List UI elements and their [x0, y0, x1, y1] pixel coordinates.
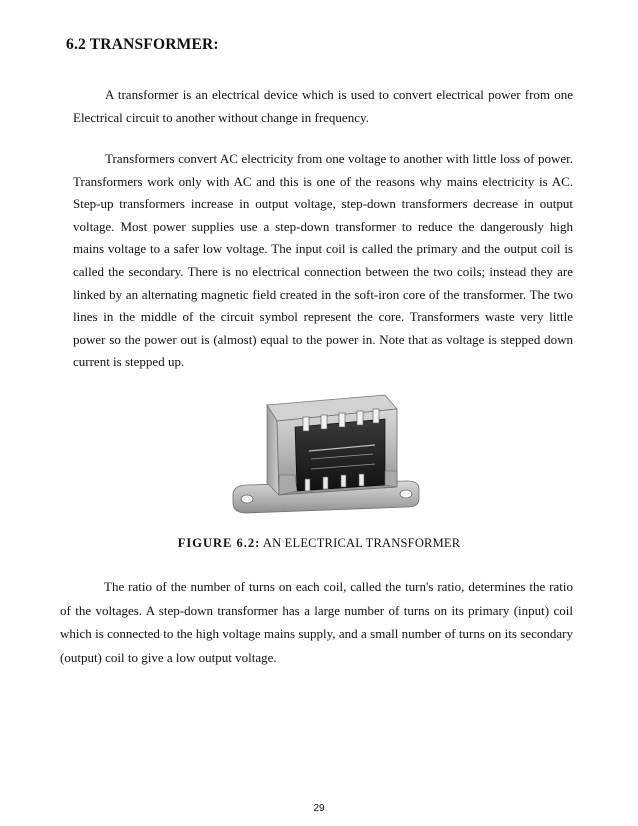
- figure-caption: [0, 536, 638, 551]
- paragraph-turns-ratio: The ratio of the number of turns on each coil, called the turn's ratio, determines the ratio of the voltages. A step-down transformer has a large number of turns on its primary (input) coil which is connected to the high voltage mains supply, and a small number of turns on its secondary (output) coil to give a low output voltage.: [60, 579, 573, 665]
- section-heading: 6.2 TRANSFORMER:: [66, 36, 219, 53]
- page-number: 29: [313, 803, 325, 814]
- paragraph-operation: Transformers convert AC electricity from one voltage to another with little loss of power. Transformers work only with AC and this is one of the reasons why mains electricity is AC. Step-up transformers increase in output voltage, step-down transformers decrease in output voltage. Most power supplies use a step-down transformer to reduce the dangerously high mains voltage to a safer low voltage. The input coil is called the primary and the output coil is called the secondary. There is no electrical connection between the two coils; instead they are linked by an alternating magnetic field created in the soft-iron core of the transformer. The two lines in the middle of the circuit symbol represent the core. Transformers waste very little power so the power out is (almost) equal to the power in. Note that as voltage is stepped down current is stepped up.: [73, 151, 573, 370]
- figure-title: AN ELECTRICAL TRANSFORMER: [262, 536, 461, 550]
- figure-label: FIGURE 6.2:: [177, 536, 261, 550]
- transformer-photo: [225, 375, 425, 525]
- paragraph-intro: A transformer is an electrical device which is used to convert electrical power from one Electrical circuit to another without change in frequency.: [73, 87, 573, 125]
